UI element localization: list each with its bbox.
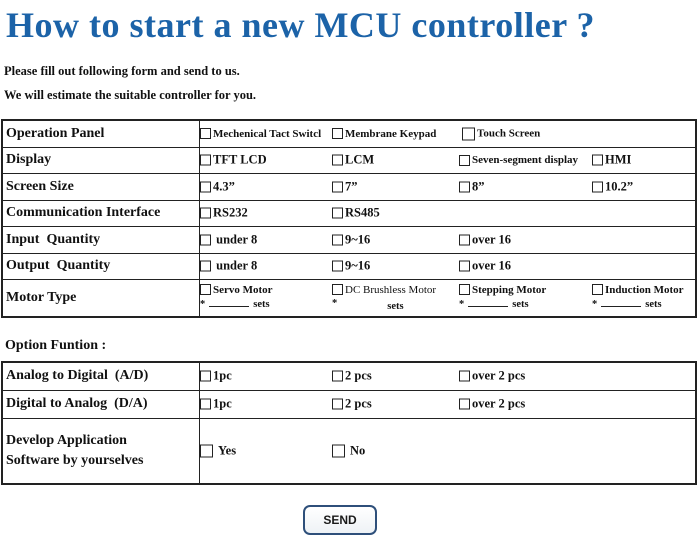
label-screen-size: Screen Size xyxy=(2,173,200,200)
label-motor-type: Motor Type xyxy=(2,279,200,317)
intro-line-2: We will estimate the suitable controller for you. xyxy=(4,88,257,102)
servo-sets-input[interactable] xyxy=(209,298,249,307)
checkbox-size-7[interactable]: 7” xyxy=(332,179,358,194)
checkbox-input-over-16[interactable]: over 16 xyxy=(459,232,511,247)
label-operation-panel: Operation Panel xyxy=(2,120,200,147)
checkbox-size-10-2[interactable]: 10.2” xyxy=(592,179,633,194)
checkbox-input-under-8[interactable]: under 8 xyxy=(200,232,257,247)
label-display: Display xyxy=(2,147,200,173)
option-function-title: Option Funtion : xyxy=(5,338,107,353)
checkbox-rs485[interactable]: RS485 xyxy=(332,206,380,221)
page-title: How to start a new MCU controller ? xyxy=(6,5,596,45)
checkbox-membrane-keypad[interactable]: Membrane Keypad xyxy=(332,128,436,140)
motor-stepping: Stepping Motor * sets xyxy=(459,283,547,310)
checkbox-size-8[interactable]: 8” xyxy=(459,179,485,194)
requirements-table xyxy=(1,119,697,318)
label-digital-to-analog: Digital to Analog (D/A) xyxy=(2,390,200,418)
checkbox-touch-screen[interactable]: Touch Screen xyxy=(462,127,540,140)
checkbox-da-1pc[interactable]: 1pc xyxy=(200,397,232,412)
row-output-quantity xyxy=(2,253,696,279)
checkbox-stepping-motor[interactable]: Stepping Motor xyxy=(459,284,546,296)
motor-servo: Servo Motor * sets xyxy=(200,283,273,310)
motor-induction: Induction Motor * sets xyxy=(592,283,684,310)
checkbox-ad-2pcs[interactable]: 2 pcs xyxy=(332,369,372,384)
checkbox-seven-segment[interactable]: Seven-segment display xyxy=(459,154,578,166)
row-input-quantity xyxy=(2,226,696,253)
checkbox-tft-lcd[interactable]: TFT LCD xyxy=(200,153,267,168)
checkbox-dc-brushless-motor[interactable]: DC Brushless Motor xyxy=(332,284,436,296)
intro-line-1: Please fill out following form and send to us. xyxy=(4,64,240,78)
label-communication: Communication Interface xyxy=(2,200,200,226)
row-analog-to-digital xyxy=(2,362,696,390)
checkbox-develop-yes[interactable]: Yes xyxy=(200,443,236,458)
checkbox-size-4-3[interactable]: 4.3” xyxy=(200,179,235,194)
checkbox-input-9-16[interactable]: 9~16 xyxy=(332,232,370,247)
row-communication xyxy=(2,200,696,226)
checkbox-output-under-8[interactable]: under 8 xyxy=(200,259,257,274)
checkbox-da-over-2pcs[interactable]: over 2 pcs xyxy=(459,397,525,412)
row-display xyxy=(2,147,696,173)
row-screen-size xyxy=(2,173,696,200)
checkbox-rs232[interactable]: RS232 xyxy=(200,206,248,221)
label-develop-software: Develop Application Software by yourselves xyxy=(2,418,200,484)
stepping-sets-input[interactable] xyxy=(468,298,508,307)
motor-dc-brushless: DC Brushless Motor * sets xyxy=(332,283,437,312)
label-input-quantity: Input Quantity xyxy=(2,226,200,253)
checkbox-induction-motor[interactable]: Induction Motor xyxy=(592,284,684,296)
checkbox-hmi[interactable]: HMI xyxy=(592,153,631,168)
checkbox-ad-1pc[interactable]: 1pc xyxy=(200,369,232,384)
checkbox-ad-over-2pcs[interactable]: over 2 pcs xyxy=(459,369,525,384)
induction-sets-input[interactable] xyxy=(601,298,641,307)
row-motor-type xyxy=(2,279,696,317)
checkbox-tact-switch[interactable]: Mechenical Tact Switcl xyxy=(200,128,321,140)
row-digital-to-analog xyxy=(2,390,696,418)
send-button[interactable]: SEND xyxy=(303,505,377,535)
row-operation-panel xyxy=(2,120,696,147)
checkbox-output-9-16[interactable]: 9~16 xyxy=(332,259,370,274)
checkbox-develop-no[interactable]: No xyxy=(332,443,365,458)
checkbox-lcm[interactable]: LCM xyxy=(332,153,374,168)
option-table xyxy=(1,361,697,485)
checkbox-servo-motor[interactable]: Servo Motor xyxy=(200,284,273,296)
label-analog-to-digital: Analog to Digital (A/D) xyxy=(2,362,200,390)
row-develop-software xyxy=(2,418,696,484)
label-output-quantity: Output Quantity xyxy=(2,253,200,279)
checkbox-output-over-16[interactable]: over 16 xyxy=(459,259,511,274)
checkbox-da-2pcs[interactable]: 2 pcs xyxy=(332,397,372,412)
